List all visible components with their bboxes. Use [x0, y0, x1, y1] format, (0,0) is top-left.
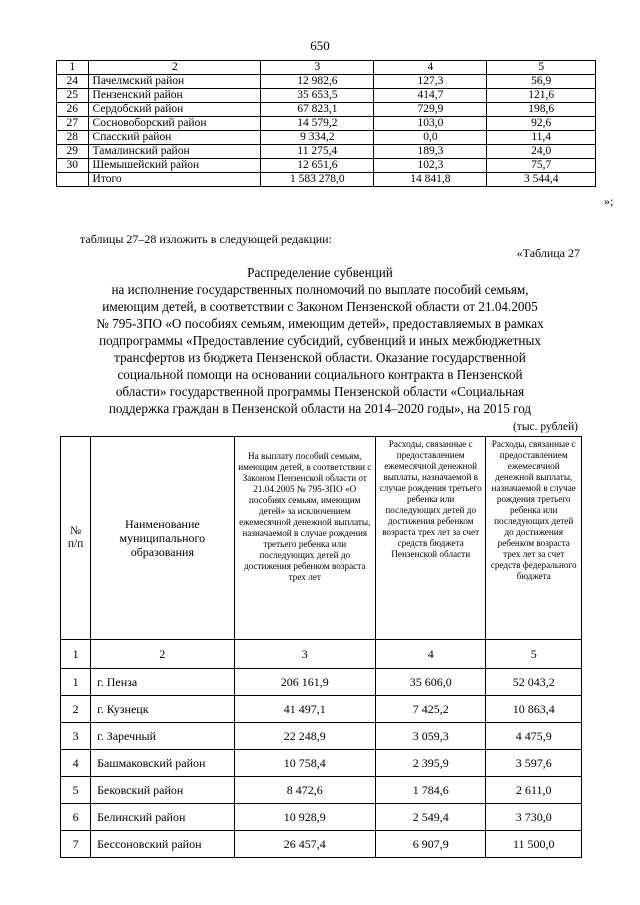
column-number: 1 — [61, 640, 91, 669]
value-cell: 198,6 — [487, 103, 596, 117]
top-header-cell: 4 — [374, 61, 487, 75]
column-number: 4 — [375, 640, 485, 669]
top-table — [56, 60, 596, 187]
value-cell: 26 457,4 — [234, 831, 375, 858]
title-line: № 795-ЗПО «О пособиях семьям, имеющим детей», предоставляемых в рамках — [96, 316, 544, 331]
table-row — [57, 75, 596, 89]
table-row — [61, 777, 582, 804]
value-cell: 24,0 — [487, 145, 596, 159]
row-number: 6 — [61, 804, 91, 831]
value-cell: 8 472,6 — [234, 777, 375, 804]
value-cell: 9 334,2 — [261, 131, 374, 145]
municipality-name: Бековский район — [91, 777, 234, 804]
value-cell: 35 653,5 — [261, 89, 374, 103]
table-row — [61, 669, 582, 696]
district-name: Спасский район — [88, 131, 261, 145]
title-line: подпрограммы «Предоставление субсидий, субвенций и иных межбюджетных — [99, 333, 541, 348]
table-row — [61, 696, 582, 723]
value-cell: 52 043,2 — [486, 669, 582, 696]
top-header-cell: 1 — [57, 61, 89, 75]
table-row — [61, 750, 582, 777]
row-number: 2 — [61, 696, 91, 723]
table-closing-quote: »; — [604, 194, 614, 208]
district-name: Тамалинский район — [88, 145, 261, 159]
column-number-row — [61, 640, 582, 669]
value-cell: 6 907,9 — [375, 831, 485, 858]
district-name: Пачелмский район — [88, 75, 261, 89]
column-number: 2 — [91, 640, 234, 669]
value-cell: 0,0 — [374, 131, 487, 145]
row-number: 4 — [61, 750, 91, 777]
table-row — [57, 103, 596, 117]
value-cell: 67 823,1 — [261, 103, 374, 117]
value-cell: 414,7 — [374, 89, 487, 103]
value-cell: 103,0 — [374, 117, 487, 131]
value-cell: 3 597,6 — [486, 750, 582, 777]
top-header-cell: 3 — [261, 61, 374, 75]
page-number: 650 — [310, 38, 330, 53]
value-cell: 1 784,6 — [375, 777, 485, 804]
row-number: 29 — [57, 145, 89, 159]
value-cell: 56,9 — [487, 75, 596, 89]
title-line: области» государственной программы Пензенской области «Социальная — [115, 384, 525, 399]
table-row — [61, 804, 582, 831]
municipality-name: г. Заречный — [91, 723, 234, 750]
title-line: Распределение субвенций — [247, 265, 393, 280]
row-number: 26 — [57, 103, 89, 117]
value-cell: 121,6 — [487, 89, 596, 103]
title-line: поддержка граждан в Пензенской области на 2014–2020 годы», на 2015 год — [108, 401, 532, 416]
value-cell: 189,3 — [374, 145, 487, 159]
value-cell: 2 395,9 — [375, 750, 485, 777]
value-cell: 75,7 — [487, 159, 596, 173]
value-cell: 12 982,6 — [261, 75, 374, 89]
value-cell: 3 544,4 — [487, 173, 596, 187]
total-row — [57, 173, 596, 187]
value-cell: 11,4 — [487, 131, 596, 145]
main-table — [60, 436, 582, 858]
district-name: Сосновоборский район — [88, 117, 261, 131]
header-col5: Расходы, связанные с предоставлением ежемесячной денежной выплаты, назначаемой в случае рождения третьего ребенка или последующих детей до достижения ребенком возраста трех лет за счет средств федерального бюджета — [486, 437, 582, 640]
top-header-cell: 2 — [88, 61, 261, 75]
value-cell: 2 611,0 — [486, 777, 582, 804]
value-cell: 10 863,4 — [486, 696, 582, 723]
value-cell: 127,3 — [374, 75, 487, 89]
value-cell: 1 583 278,0 — [261, 173, 374, 187]
row-number: 3 — [61, 723, 91, 750]
table-row — [57, 89, 596, 103]
table-row — [57, 131, 596, 145]
value-cell: 12 651,6 — [261, 159, 374, 173]
table-row — [61, 831, 582, 858]
table-row — [61, 723, 582, 750]
municipality-name: г. Кузнецк — [91, 696, 234, 723]
table-title — [60, 264, 580, 417]
row-number: 27 — [57, 117, 89, 131]
row-number: 25 — [57, 89, 89, 103]
value-cell: 22 248,9 — [234, 723, 375, 750]
table-row — [57, 145, 596, 159]
municipality-name: Белинский район — [91, 804, 234, 831]
district-name: Сердобский район — [88, 103, 261, 117]
value-cell: 11 500,0 — [486, 831, 582, 858]
district-name: Шемышейский район — [88, 159, 261, 173]
value-cell: 729,9 — [374, 103, 487, 117]
value-cell: 2 549,4 — [375, 804, 485, 831]
table-row — [57, 117, 596, 131]
units-label: (тыс. рублей) — [512, 421, 578, 433]
header-number: № п/п — [61, 437, 91, 640]
top-table-header-row — [57, 61, 596, 75]
main-table-header-row — [61, 437, 582, 640]
value-cell: 206 161,9 — [234, 669, 375, 696]
header-col4: Расходы, связанные с предоставлением ежемесячной денежной выплаты, назначаемой в случае рождения третьего ребенка или последующих детей до достижения ребенком возраста трех лет за счет средств бюджета Пензенской области — [375, 437, 485, 640]
value-cell: 3 059,3 — [375, 723, 485, 750]
value-cell: 4 475,9 — [486, 723, 582, 750]
row-number: 5 — [61, 777, 91, 804]
value-cell: 41 497,1 — [234, 696, 375, 723]
value-cell: 10 928,9 — [234, 804, 375, 831]
value-cell: 7 425,2 — [375, 696, 485, 723]
column-number: 3 — [234, 640, 375, 669]
table-reference: «Таблица 27 — [516, 246, 580, 260]
municipality-name: Башмаковский район — [91, 750, 234, 777]
row-number: 7 — [61, 831, 91, 858]
top-header-cell: 5 — [487, 61, 596, 75]
value-cell: 10 758,4 — [234, 750, 375, 777]
value-cell: 11 275,4 — [261, 145, 374, 159]
value-cell: 35 606,0 — [375, 669, 485, 696]
value-cell: 14 841,8 — [374, 173, 487, 187]
row-number: 28 — [57, 131, 89, 145]
title-line: на исполнение государственных полномочий по выплате пособий семьям, — [111, 282, 529, 297]
header-name: Наименование муниципального образования — [91, 437, 234, 640]
intro-text: таблицы 27–28 изложить в следующей редакции: — [80, 232, 332, 246]
value-cell: 92,6 — [487, 117, 596, 131]
value-cell: 14 579,2 — [261, 117, 374, 131]
total-label: Итого — [88, 173, 261, 187]
value-cell: 3 730,0 — [486, 804, 582, 831]
column-number: 5 — [486, 640, 582, 669]
title-line: имеющим детей, в соответствии с Законом Пензенской области от 21.04.2005 — [102, 299, 538, 314]
municipality-name: г. Пенза — [91, 669, 234, 696]
title-line: социальной помощи на основании социального контракта в Пензенской — [117, 367, 523, 382]
title-line: трансфертов из бюджета Пензенской области. Оказание государственной — [114, 350, 526, 365]
value-cell: 102,3 — [374, 159, 487, 173]
row-number: 24 — [57, 75, 89, 89]
table-row — [57, 159, 596, 173]
row-number — [57, 173, 89, 187]
row-number: 30 — [57, 159, 89, 173]
municipality-name: Бессоновский район — [91, 831, 234, 858]
row-number: 1 — [61, 669, 91, 696]
header-col3: На выплату пособий семьям, имеющим детей, в соответствии с Законом Пензенской области от 21.04.2005 № 795-ЗПО «О пособиях семьям, имеющим детей» за исключением ежемесячной денежной выплаты, назначаемой в случае рождения третьего ребенка или последующих детей до достижения ребенком возраста трех лет — [234, 437, 375, 640]
district-name: Пензенский район — [88, 89, 261, 103]
